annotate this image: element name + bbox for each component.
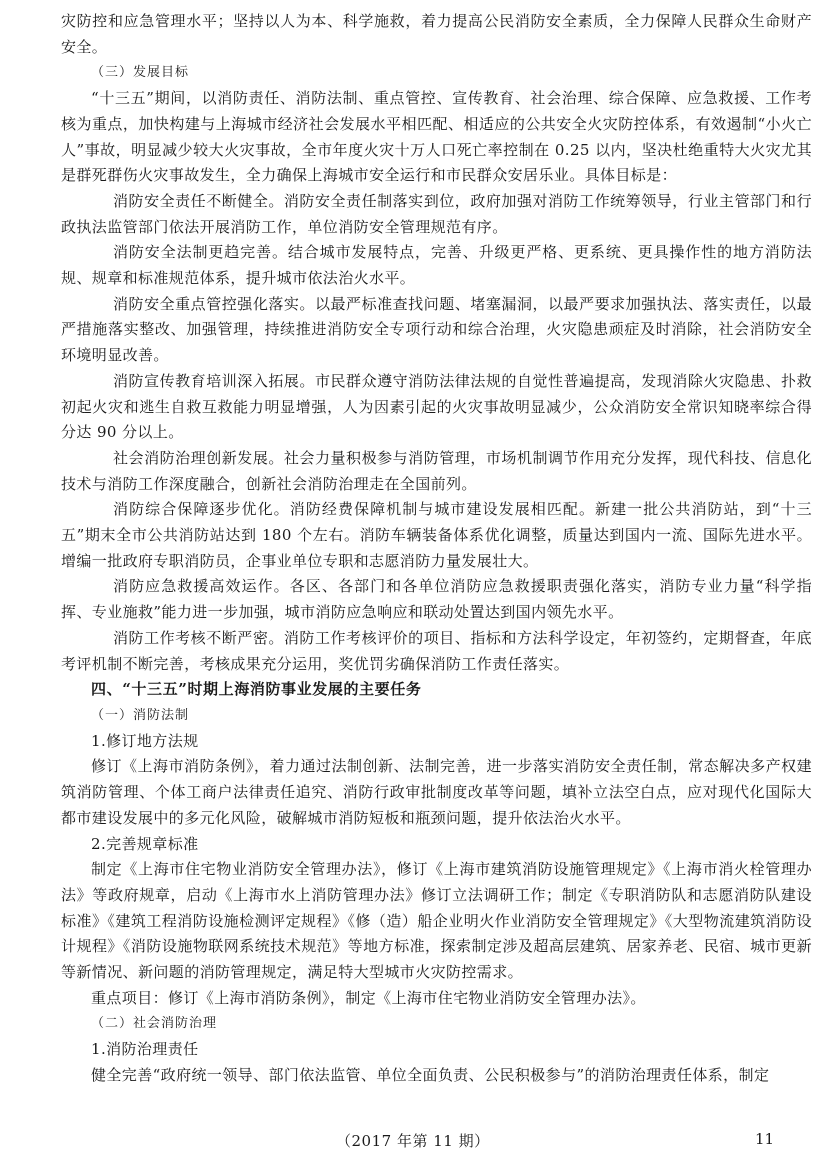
goal-paragraph: 消防工作考核不断严密。消防工作考核评价的项目、指标和方法科学设定，年初签约，定期督查，年底考评机制不断完善，考核成果充分运用，奖优罚劣确保消防工作责任落实。 [61,628,812,673]
section-heading: 四、“十三五”时期上海消防事业发展的主要任务 [91,680,422,699]
goal-paragraph: 消防宣传教育培训深入拓展。市民群众遵守消防法律法规的自觉性普遍提高，发现消除火灾隐患、扑救初起火灾和逃生自救互救能力明显增强，人为因素引起的火灾事故明显减少，公众消防安全常识知晓率综合得分达 90 分以上。 [61,371,812,442]
goal-paragraph: 消防应急救援高效运作。各区、各部门和各单位消防应急救援职责强化落实，消防专业力量“科学指挥、专业施救”能力进一步加强，城市消防应急响应和联动处置达到国内领先水平。 [61,577,812,622]
paragraph: 1.消防治理责任 [91,1040,199,1059]
goal-paragraph: 消防综合保障逐步优化。消防经费保障机制与城市建设发展相匹配。新建一批公共消防站，到“十三五”期末全市公共消防站达到 180 个左右。消防车辆装备体系优化调整，质量达到国内一流、国际先进水平。增编一批政府专职消防员，企事业单位专职和志愿消防力量发展壮大。 [61,500,812,570]
paragraph: 灾防控和应急管理水平；坚持以人为本、科学施救，着力提高公民消防安全素质，全力保障人民群众生命财产安全。 [61,12,812,56]
subsection-heading: （一）消防法制 [91,707,190,723]
subsection-heading: （三）发展目标 [91,65,190,81]
issue-label: （2017 年第 11 期） [336,1132,490,1150]
page-footer [0,1130,827,1154]
paragraph: 1.修订地方法规 [91,731,199,750]
article-body [61,9,812,1089]
paragraph: 重点项目：修订《上海市消防条例》，制定《上海市住宅物业消防安全管理办法》。 [91,988,646,1007]
paragraph: 2.完善规章标准 [91,834,199,853]
paragraph: “十三五”期间，以消防责任、消防法制、重点管控、宣传教育、社会治理、综合保障、应急救援、工作考核为重点，加快构建与上海城市经济社会发展水平相匹配、相适应的公共安全火灾防控体系，有效遏制“小火亡人”事故，明显减少较大火灾事故，全市年度火灾十万人口死亡率控制在 0.25 以内，坚决杜绝重特大火灾尤其是群死群伤火灾事故发生，全力确保上海城市安全运行和市民群众安居乐业。具体目标是： [61,89,812,185]
paragraph: 制定《上海市住宅物业消防安全管理办法》，修订《上海市建筑消防设施管理规定》《上海市消火栓管理办法》等政府规章，启动《上海市水上消防管理办法》修订立法调研工作；制定《专职消防队和志愿消防队建设标准》《建筑工程消防设施检测评定规程》《修（造）船企业明火作业消防安全管理规定》《大型物流建筑消防设计规程》《消防设施物联网系统技术规范》等地方标准，探索制定涉及超高层建筑、居家养老、民宿、城市更新等新情况、新问题的消防管理规定，满足特大型城市火灾防控需求。 [61,860,812,982]
page-number: 11 [755,1130,775,1148]
goal-paragraph: 社会消防治理创新发展。社会力量积极参与消防管理，市场机制调节作用充分发挥，现代科技、信息化技术与消防工作深度融合，创新社会消防治理走在全国前列。 [61,448,812,493]
paragraph: 健全完善“政府统一领导、部门依法监管、单位全面负责、公民积极参与”的消防治理责任体系，制定 [91,1065,770,1084]
goal-paragraph: 消防安全重点管控强化落实。以最严标准查找问题、堵塞漏洞，以最严要求加强执法、落实责任，以最严措施落实整改、加强管理，持续推进消防安全专项行动和综合治理，火灾隐患顽症及时消除，社会消防安全环境明显改善。 [61,294,812,365]
goal-paragraph: 消防安全法制更趋完善。结合城市发展特点，完善、升级更严格、更系统、更具操作性的地方消防法规、规章和标准规范体系，提升城市依法治火水平。 [61,243,812,288]
subsection-heading: （二）社会消防治理 [91,1016,218,1032]
paragraph: 修订《上海市消防条例》，着力通过法制创新、法制完善，进一步落实消防安全责任制，常态解决多产权建筑消防管理、个体工商户法律责任追究、消防行政审批制度改革等问题，填补立法空白点，应对现代化国际大都市建设发展中的多元化风险，破解城市消防短板和瓶颈问题，提升依法治火水平。 [61,757,812,827]
goal-paragraph: 消防安全责任不断健全。消防安全责任制落实到位，政府加强对消防工作统筹领导，行业主管部门和行政执法监管部门依法开展消防工作，单位消防安全管理规范有序。 [61,191,812,236]
